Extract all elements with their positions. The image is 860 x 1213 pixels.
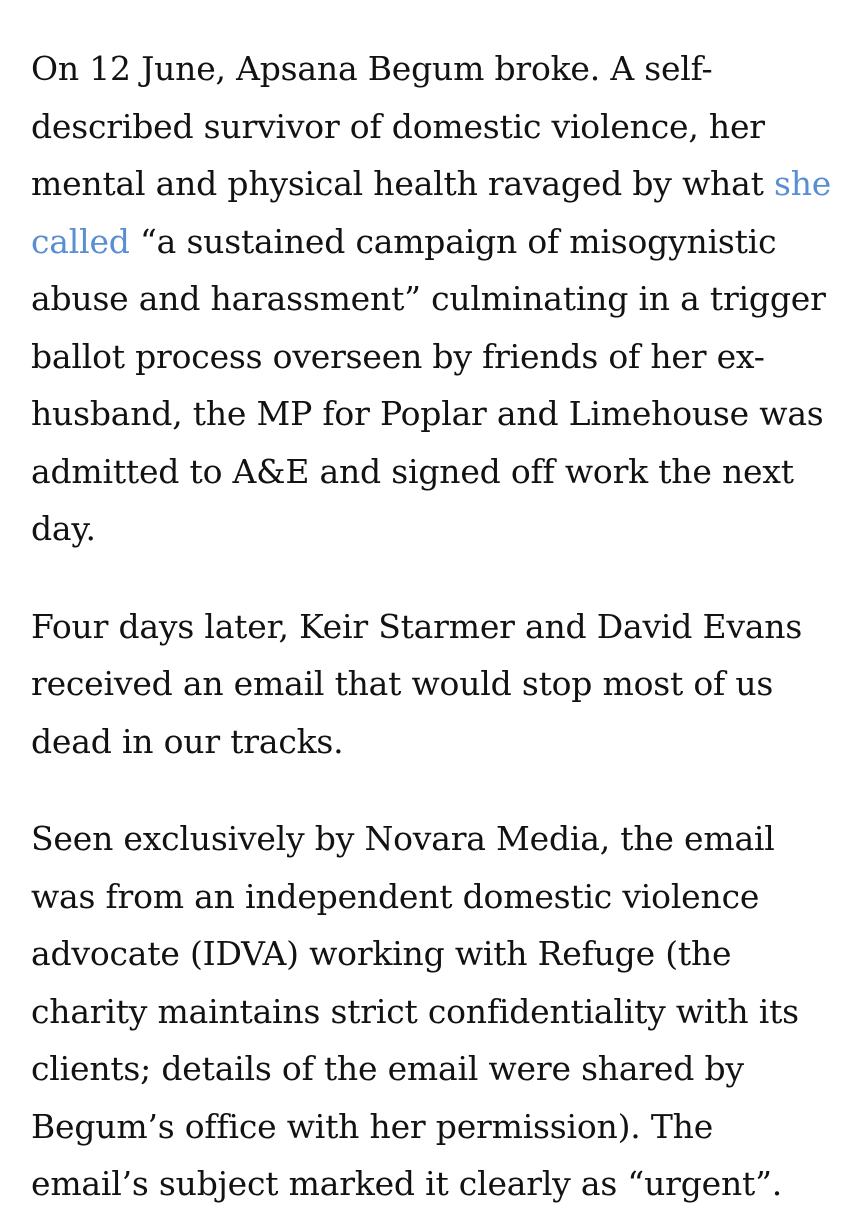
she-called-link-part-1[interactable]: she [773, 164, 832, 203]
paragraph-line: was from an independent domestic violence [31, 876, 760, 916]
paragraph-2 [31, 598, 836, 771]
paragraph-line [31, 213, 836, 271]
paragraph-line: Begum’s office with her permission). The [31, 1106, 714, 1146]
paragraph-line: charity maintains strict confidentiality with its [31, 991, 799, 1031]
paragraph-line: dead in our tracks. [31, 721, 344, 761]
paragraph-line: clients; details of the email were shared by [31, 1049, 744, 1088]
paragraph-line [31, 155, 836, 213]
paragraph-line: On 12 June, Apsana Begum broke. A self- [31, 49, 713, 88]
paragraph-text: “a sustained campaign of misogynistic [129, 221, 777, 261]
paragraph-line: husband, the MP for Poplar and Limehouse was [31, 394, 824, 433]
paragraph-1 [31, 40, 836, 558]
paragraph-line: ballot process overseen by friends of her ex- [31, 336, 765, 376]
paragraph-line: day. [31, 509, 96, 548]
paragraph-3 [31, 810, 836, 1213]
paragraph-line: email’s subject marked it clearly as “urgent”. [31, 1164, 783, 1203]
paragraph-line: abuse and harassment” culminating in a trigger [31, 279, 826, 318]
she-called-link-part-2[interactable]: called [31, 221, 130, 261]
paragraph-line: described survivor of domestic violence, her [31, 106, 765, 146]
paragraph-line: Four days later, Keir Starmer and David Evans [31, 606, 803, 646]
paragraph-line: Seen exclusively by Novara Media, the email [31, 819, 775, 858]
paragraph-text: mental and physical health ravaged by what [31, 164, 774, 203]
paragraph-line: admitted to A&E and signed off work the next [31, 451, 794, 491]
paragraph-line: received an email that would stop most of us [31, 664, 774, 703]
paragraph-line: advocate (IDVA) working with Refuge (the [31, 934, 732, 973]
